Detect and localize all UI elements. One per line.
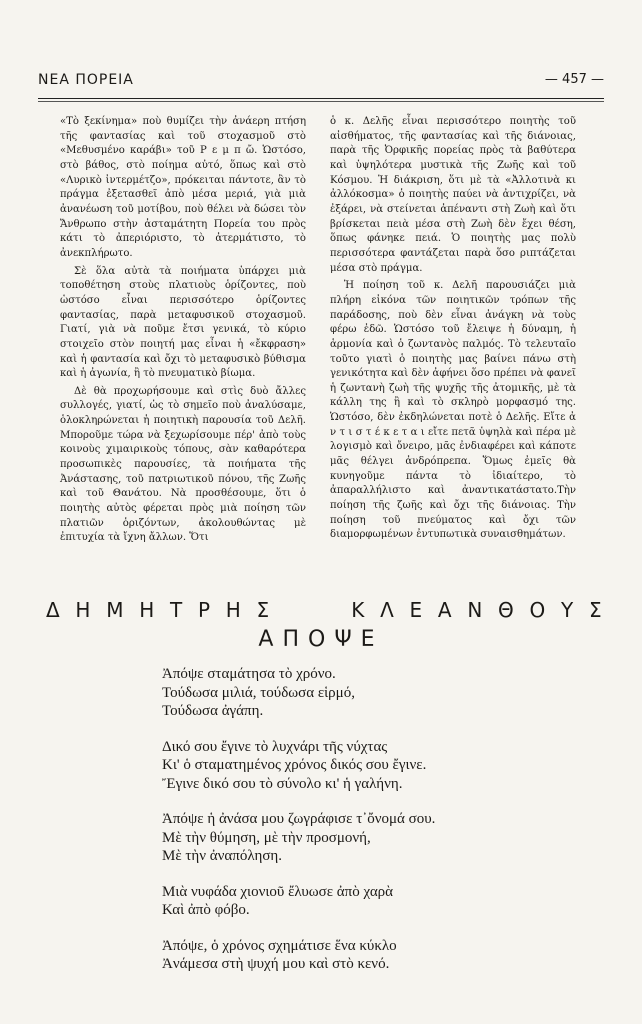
author-letter: Ο [529,598,546,622]
author-gap [307,598,314,622]
author-letter: Λ [380,598,395,622]
author-letter: Η [139,598,155,622]
page-number: — 457 — [544,72,604,87]
author-letter: Θ [498,598,515,622]
author-letter: Σ [256,598,270,622]
poem-line: Ἔγινε δικό σου τὸ σύνολο κι' ἡ γαλήνη. [162,775,403,792]
article-paragraph: Ἡ ποίηση τοῦ κ. Δελῆ παρουσιάζει μιὰ πλήρη εἰκόνα τῶν ποιητικῶν τρόπων τῆς παράδοσης, ποὺ δὲν εἶναι ἀνάγκη νὰ τοὺς φέρω ἐδῶ. Ὡστόσο τοῦ ἔλειψε ἡ δύναμη, ἡ ἁρμονία καὶ ὁ ζωντανὸς παλμός. Τὸ τελευταῖο τοῦτο γιατὶ ὁ ποιητὴς μας βαίνει πάνω στὴ γενικότητα καὶ δὲν ἀφήνει ὅσο πρέπει νὰ φανεῖ ἡ ζωντανὴ ζωὴ τῆς ψυχῆς τῆς ἀτομικῆς, μὲ τὰ κάλλη της ἢ καὶ τὸ σκληρὸ μορφασμό της. Ὡστόσο, δὲν ἐκδηλώνεται ποτὲ ὁ Δελῆς. Εἴτε ἀ ν τ ι σ τ έ κ ε τ α ι εἴτε πετᾶ ὑψηλὰ καὶ πέρα μὲ λογισμὸ καὶ ὄνειρο, μᾶς ἐνδιαφέρει καὶ κάποτε μᾶς θέλγει ἀνδρόπρεπα. Ὅμως ἐμεῖς θὰ κυνηγοῦμε πάντα τὸ ἰδιαίτερο, τὸ ἀπαραλλήλιστο καὶ ἀναντικατάστατο.Τὴν ποίηση τῆς ζωῆς καὶ ὄχι τῆς διάνοιας. Τὴν ποίηση τοῦ πνεύματος καὶ ὄχι τῶν διαμορφωμένων ἐντυπωτικὰ συναισθημάτων. [330,280,576,541]
poem-line: Μὲ τὴν ἀναπόληση. [162,848,283,864]
author-letter: Η [75,598,91,622]
article-paragraph: «Τὸ ξεκίνημα» ποὺ θυμίζει τὴν ἀνάερη πτήση τῆς φαντασίας καὶ τοῦ στοχασμοῦ στὸ «Μεθυσμένο καράβι» τοῦ Ρ ε μ π ὤ. Ὡστόσο, στὸ βάθος, στὸ ποίημα αὐτό, ὅπως καὶ στὸ «Λυρικὸ ἰντερμέτζο», πρόκειται πάντοτε, ἂν τὸ πράγμα ἐξετασθεῖ ἀπὸ μέσα μεριά, γιὰ μιὰ ἀνανέωση τοῦ μοτίβου, ποὺ θέλει νὰ δώσει τὸν Ἄνθρωπο στὴν ἀσταμάτητη Πορεία του πρὸς κάτι τὸ ἀπεριόριστο, τὸ ἀτερμάτιστο, τὸ ἀνεκπλήρωτο. [60,116,306,259]
poem-line: Τούδωσα μιλιά, τούδωσα εἱρμό, [162,684,355,701]
poem-line: Ἀνάμεσα στὴ ψυχή μου καὶ στὸ κενό. [162,956,390,972]
poem-body [162,665,582,991]
poem-stanza [162,665,582,721]
author-gap [329,598,336,622]
article-column-left [60,115,306,546]
poem-line: Ἀπόψε ἡ ἀνάσα μου ζωγράφισε τ᾿ὄνομά σου. [162,811,436,827]
poem-line: Ἀπόψε σταμάτησα τὸ χρόνο. [162,666,336,682]
author-letter: Σ [588,598,602,622]
author-letter: Δ [46,598,60,622]
article-column-right [330,115,576,543]
article-paragraph: Σὲ ὅλα αὐτὰ τὰ ποιήματα ὑπάρχει μιὰ τοποθέτηση στοὺς πλατιοὺς ὁρίζοντες, ποὺ ὡστόσο εἶναι περισσότερο ὁρίζοντες φαντασίας, παρὰ μεταφυσικοῦ στοχασμοῦ. Γιατί, γιὰ νὰ ποῦμε ἔτσι γενικά, τὸ κύριο στοιχεῖο στὸν ποιητή μας εἶναι ἡ «ἔκφραση» καὶ ἡ φαντασία καὶ ὄχι τὸ μεταφυσικὸ βύθισμα καὶ ἡ ἀγωνία, ἢ τὸ πνευματικὸ βίωμα. [60,265,306,380]
poem-stanza [162,937,582,974]
poem-line: Δικό σου ἔγινε τὸ λυχνάρι τῆς νύχτας [162,738,388,755]
author-letter: Ε [409,598,423,622]
header-rule-thin [38,101,604,102]
author-gap [285,598,292,622]
author-letter: Ρ [197,598,211,622]
author-letter: Υ [561,598,574,622]
author-letter: Κ [351,598,365,622]
poem-stanza [162,883,582,920]
author-letter: Ν [467,598,483,622]
poem-line: Τούδωσα ἀγάπη. [162,703,264,719]
poem-line: Ἀπόψε, ὁ χρόνος σχημάτισε ἕνα κύκλο [162,937,397,954]
poem-title: ΑΠΟΨΕ [258,627,384,652]
author-letter: Μ [106,598,124,622]
poem-author [46,598,602,622]
poem-line: Μιὰ νυφάδα χιονιοῦ ἔλυωσε ἀπὸ χαρὰ [162,883,394,900]
article-paragraph: ὁ κ. Δελῆς εἶναι περισσότερο ποιητὴς τοῦ αἰσθήματος, τῆς φαντασίας καὶ τῆς διάνοιας, παρὰ τῆς Ὀρφικῆς πορείας πρὸς τὰ βαθύτερα καὶ ὑψηλότερα μυστικὰ τῆς Ζωῆς καὶ τοῦ Κόσμου. Ἡ διάκριση, ὅτι μὲ τὰ «Ἀλλοτινὰ κι ἀλλόκοσμα» ὁ ποιητὴς παύει νὰ ἀντιχρίζει, νὰ ἐξάρει, νὰ στείνεται ἀπέναντι στὴ Ζωὴ καὶ ὅτι βρίσκεται πειὰ μέσα στὴ Ζωὴ δὲν ἔχει θέση, ὅπως φάνηκε πειά. Ὁ ποιητὴς μας πολὺ περισσότερα φαντάζεται παρὰ ὅσο ριπτάζεται μέσα στὸ πράγμα. [330,116,576,274]
author-letter: Α [437,598,452,622]
author-letter: Τ [169,598,183,622]
article-paragraph: Δὲ θὰ προχωρήσουμε καὶ στὶς δυὸ ἄλλες συλλογές, γιατί, ὡς τὸ σημεῖο ποὺ ἀναλύσαμε, ὁλοκληρώνεται ἡ ποιητικὴ παρουσία τοῦ Δελῆ. Μποροῦμε τώρα νὰ ξεχωρίσουμε πέρ' ἀπὸ τοὺς κοινοὺς χιμαιρικοὺς τόπους, σὰν καθαρότερα προσωπικὲς παρουσίες, τὰ ποιήματα τῆς Ἀνάστασης, τοῦ πατριωτικοῦ πόνου, τῆς Ζωῆς καὶ τοῦ Θανάτου. Νὰ προσθέσουμε, ὅτι ὁ ποιητὴς αὐτὸς φέρεται πρὸς μιὰ ποίηση τῶν πλατιῶν ὁριζόντων, ἀκολουθώντας μὲ ἐπιτυχία τὰ ἴχνη ἄλλων. Ὅτι [60,385,306,544]
header-rule [38,98,604,99]
poem-line: Κι' ὁ σταματημένος χρόνος δικός σου ἔγινε. [162,757,427,773]
poem-line: Μὲ τὴν θύμηση, μὲ τὴν προσμονή, [162,829,371,846]
poem-stanza [162,810,582,866]
poem-stanza [162,738,582,794]
poem-line: Καὶ ἀπὸ φόβο. [162,902,250,918]
journal-title: ΝΕΑ ΠΟΡΕΙΑ [38,72,134,88]
author-letter: Η [225,598,242,622]
running-header [38,72,604,92]
